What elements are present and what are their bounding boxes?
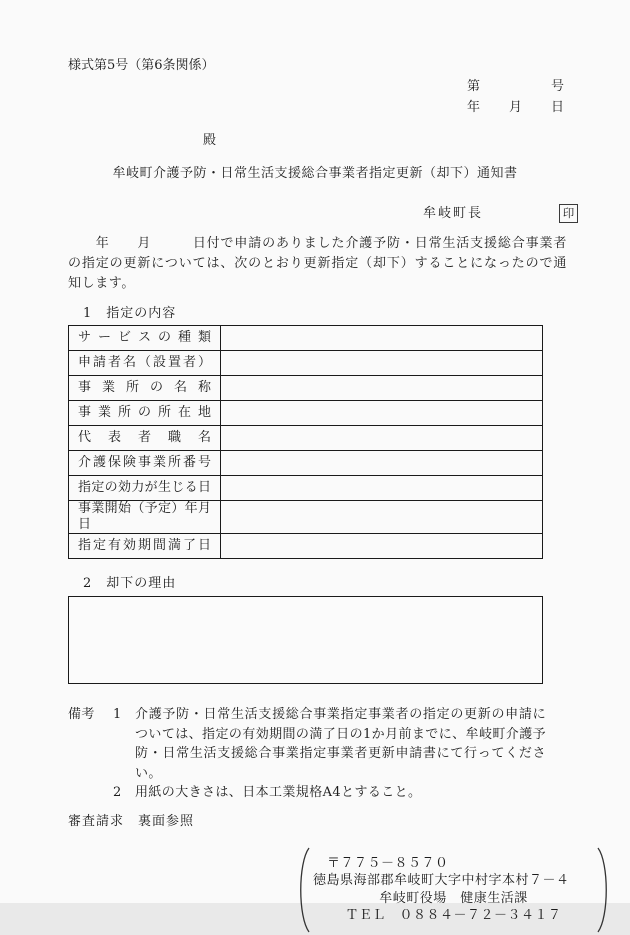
issuer-name: 牟岐町長 [422,205,483,221]
row-value-field [221,451,543,476]
office-address: 徳島県海部郡牟岐町大字中村字本村７－４ [313,873,570,888]
office-name: 牟岐町役場 健康生活課 [379,890,528,906]
section-2-heading: 2 却下の理由 [83,576,177,591]
rejection-reason-box [68,596,543,684]
row-label: 事業所の名称 [69,376,221,401]
form-number: 様式第5号（第6条関係） [68,58,215,73]
note-text: 介護予防・日常生活支援総合事業指定事業者の指定の更新の申請については、指定の有効期間の満了日の1か月前までに、牟岐町介護予防・日常生活支援総合事業指定事業者更新申請書にて行ってください。 [135,707,546,781]
section-1-heading: 1 指定の内容 [83,306,177,321]
notes-label: 備考 [68,707,95,722]
notes-block [68,705,546,803]
note-item [113,783,546,803]
row-label: 申請者名（設置者） [69,351,221,376]
note-text: 用紙の大きさは、日本工業規格A4とすること。 [135,785,422,800]
table-row [69,351,543,376]
note-number: 1 [113,707,122,722]
issue-date-line: 年 月 日 [466,100,565,115]
document-number-line: 第 号 [466,79,565,94]
row-value-field [221,376,543,401]
issuer-row [0,204,630,223]
row-value-field [221,534,543,559]
row-label: 事業所の所在地 [69,401,221,426]
row-value-field [221,501,543,534]
office-tel: ＴＥＬ ０８８４－７２－３４１７ [345,908,562,923]
row-label: サービスの種類 [69,326,221,351]
row-label: 代表者職名 [69,426,221,451]
table-row [69,534,543,559]
row-value-field [221,426,543,451]
appeal-reference-note: 審査請求 裏面参照 [68,813,195,829]
note-item [113,705,546,783]
table-row [69,476,543,501]
row-value-field [221,401,543,426]
body-paragraph: 年 月 日付で申請のありました介護予防・日常生活支援総合事業者の指定の更新については、次のとおり更新指定（却下）することになったので通知します。 [68,236,567,291]
bracket-right-icon [596,845,612,935]
row-label: 介護保険事業所番号 [69,451,221,476]
row-label: 事業開始（予定）年月日 [69,501,221,534]
row-label: 指定有効期間満了日 [69,534,221,559]
addressee-suffix: 殿 [203,133,217,148]
table-row [69,326,543,351]
note-number: 2 [113,785,122,800]
row-label: 指定の効力が生じる日 [69,476,221,501]
document-title: 牟岐町介護予防・日常生活支援総合事業者指定更新（却下）通知書 [112,166,518,181]
row-value-field [221,326,543,351]
table-row [69,376,543,401]
designation-content-table [68,325,543,559]
table-row [69,451,543,476]
table-row [69,501,543,534]
row-value-field [221,351,543,376]
postal-code: 〒７７５－８５７０ [327,855,449,871]
row-value-field [221,476,543,501]
table-row [69,426,543,451]
contact-block [295,845,630,935]
seal-stamp-box: 印 [559,204,578,223]
bracket-left-icon [295,845,311,935]
table-row [69,401,543,426]
